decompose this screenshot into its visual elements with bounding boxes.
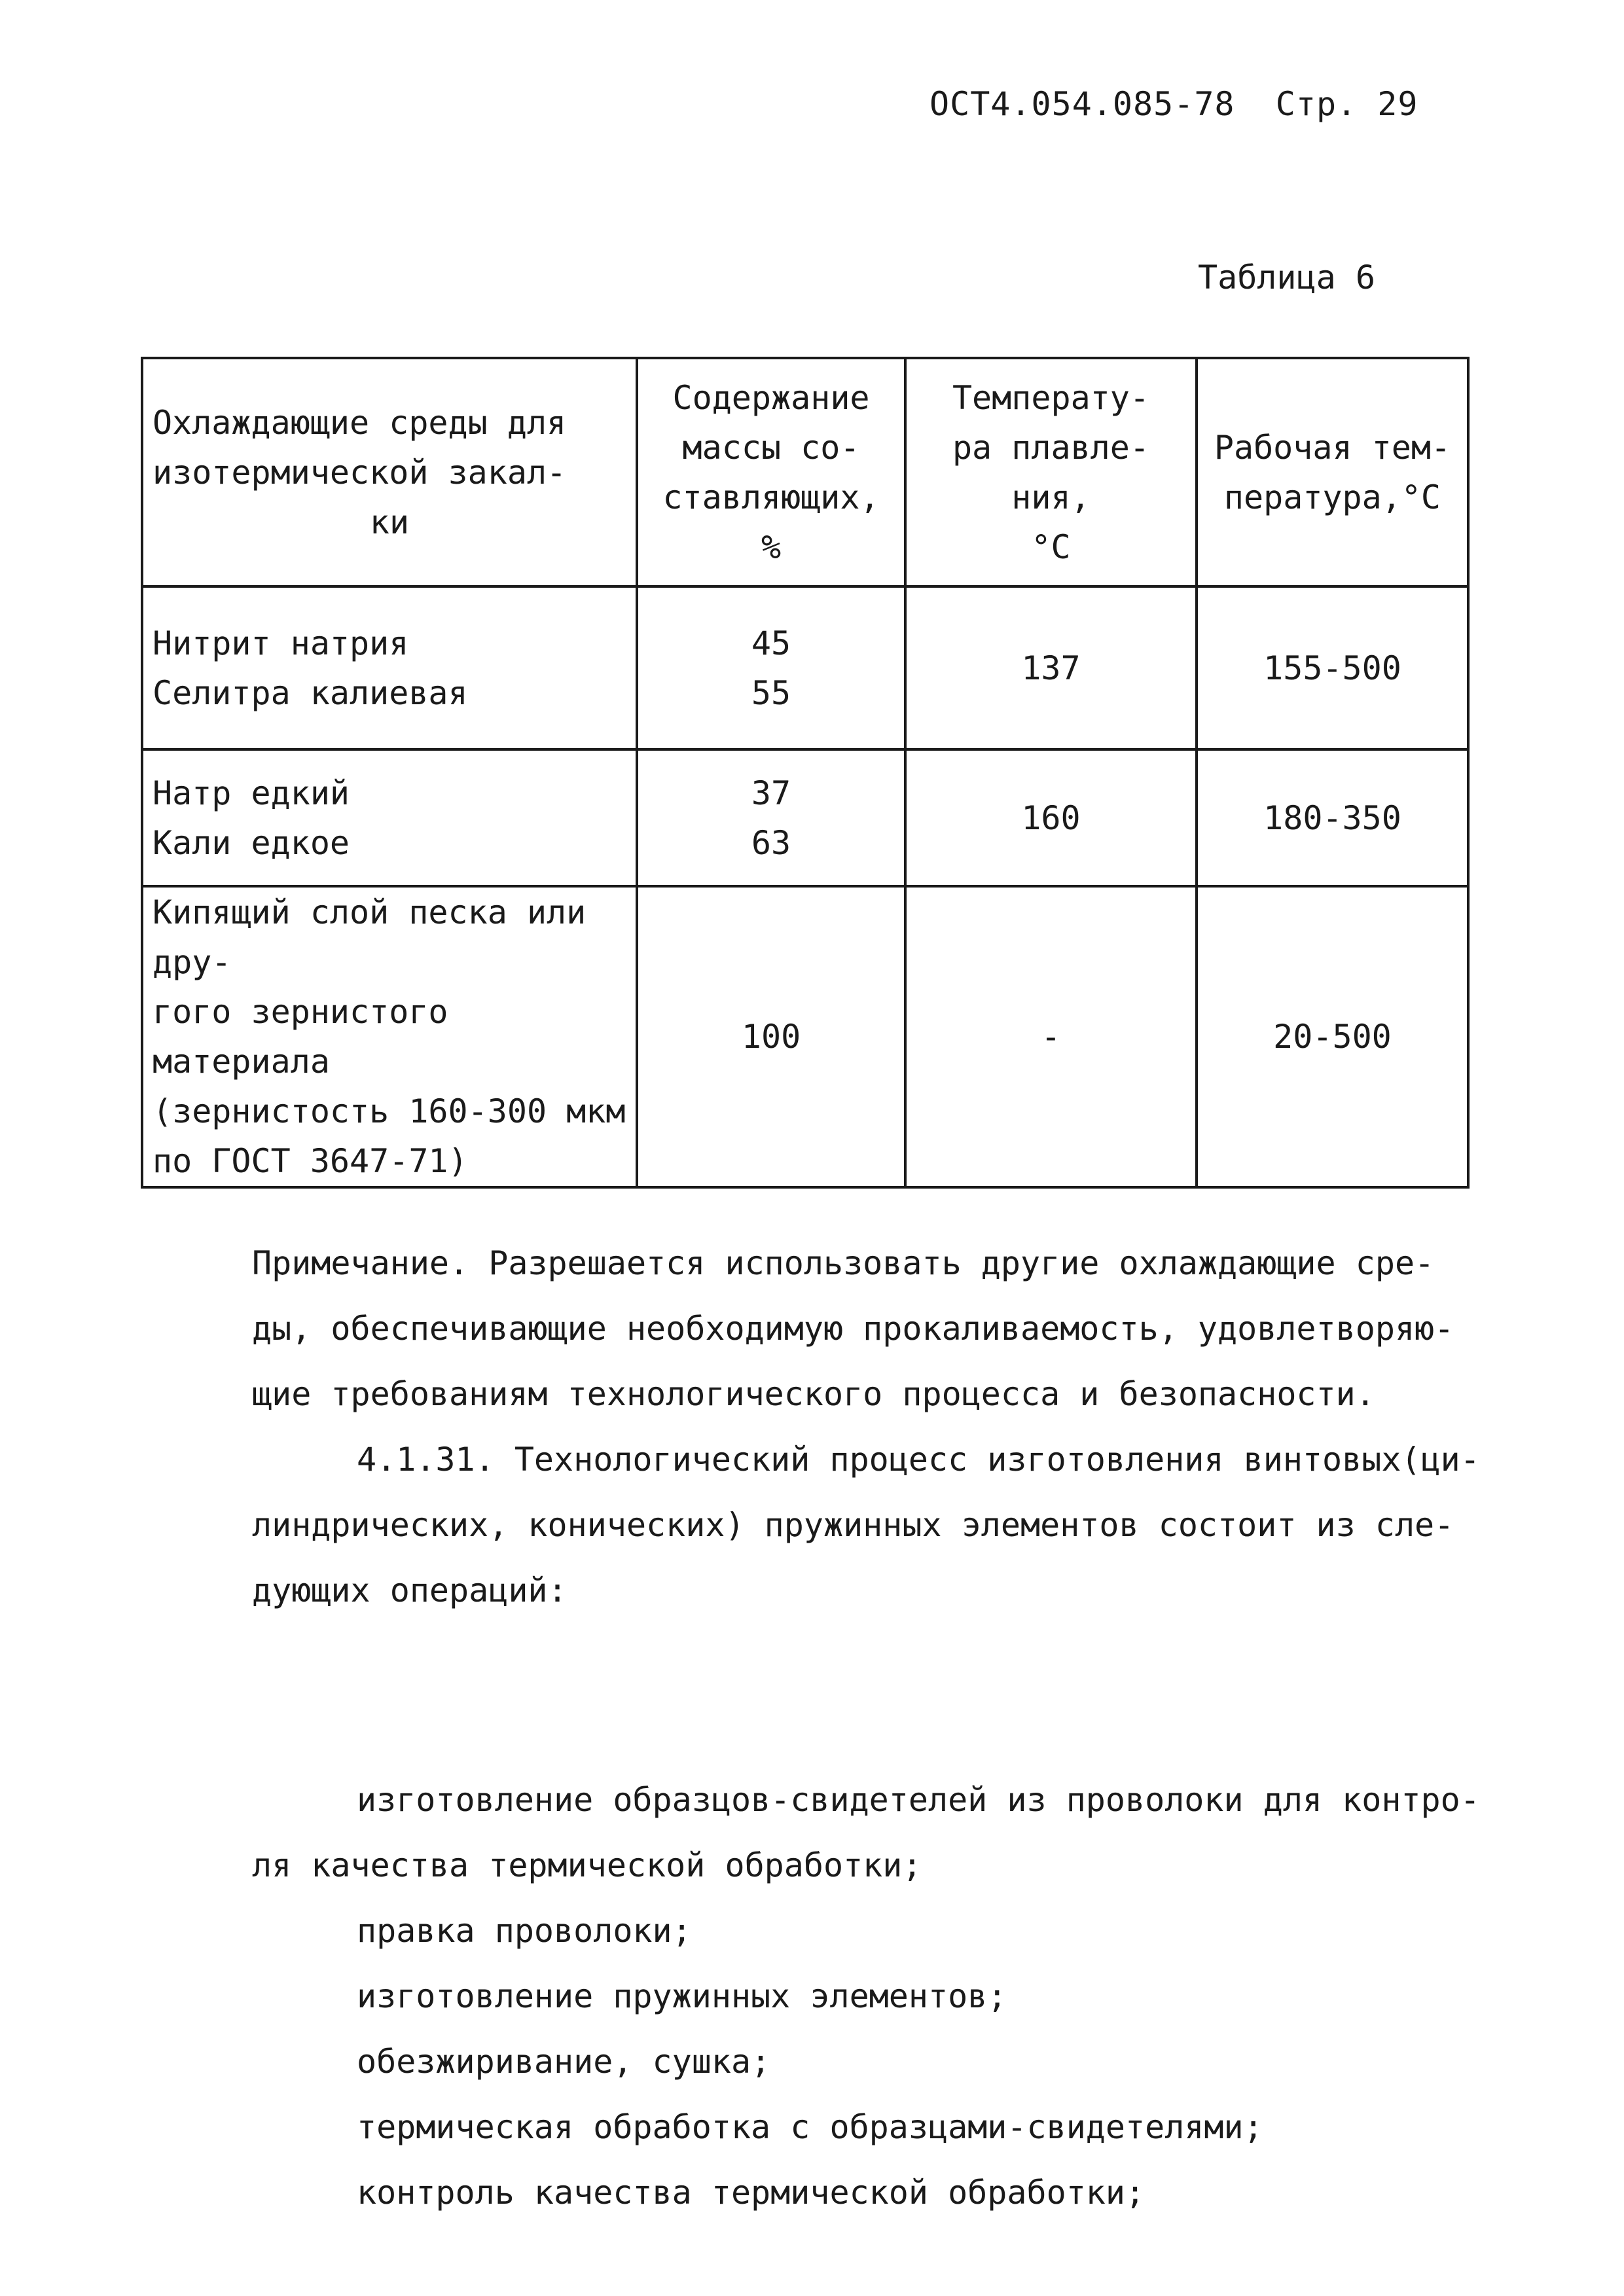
header-cell-media: Охлаждающие среды для изотермической закал- ки	[142, 358, 637, 586]
page-number: Стр. 29	[1275, 85, 1418, 123]
table-header-row	[142, 358, 1468, 586]
list-item: контроль качества термической обработки;	[357, 2174, 1146, 2212]
table-caption: Таблица 6	[1198, 259, 1375, 296]
header-cell-working: Рабочая тем- пература,°С	[1197, 358, 1468, 586]
section-paragraph: 4.1.31. Технологический процесс изготовления винтовых(ци- линдрических, конических) пружинных элементов состоит из сле- дующих операций:	[252, 1441, 1480, 1609]
table-row	[142, 886, 1468, 1187]
cooling-media-table	[141, 357, 1470, 1189]
header-cell-content: Содержание массы со- ставляющих, %	[637, 358, 905, 586]
list-item-continuation: ля качества термической обработки;	[252, 1846, 922, 1884]
table-row	[142, 749, 1468, 886]
list-item: правка проволоки;	[357, 1912, 692, 1950]
list-item: термическая обработка с образцами-свидетелями;	[357, 2108, 1263, 2146]
media-cell: Натр едкий Кали едкое	[142, 749, 637, 886]
media-cell: Нитрит натрия Селитра калиевая	[142, 586, 637, 749]
table-note: Примечание. Разрешается использовать другие охлаждающие сре- ды, обеспечивающие необходимую прокаливаемость, удовлетворяю- щие требованиям технологического процесса и безопасности.	[252, 1244, 1454, 1413]
table-row	[142, 586, 1468, 749]
working-cell: 155-500	[1197, 586, 1468, 749]
melting-cell: 160	[905, 749, 1197, 886]
media-cell: Кипящий слой песка или дру- гого зернистого материала (зернистость 160-300 мкм по ГОСТ 3647-71)	[142, 886, 637, 1187]
list-item: изготовление образцов-свидетелей из проволоки для контро-	[357, 1781, 1480, 1819]
working-cell: 180-350	[1197, 749, 1468, 886]
document-header	[929, 85, 1418, 123]
melting-cell: -	[905, 886, 1197, 1187]
working-cell: 20-500	[1197, 886, 1468, 1187]
list-item: изготовление пружинных элементов;	[357, 1977, 1007, 2015]
standard-code: ОСТ4.054.085-78	[929, 85, 1235, 123]
operations-list	[252, 1767, 1480, 2225]
content-cell: 100	[637, 886, 905, 1187]
content-cell: 37 63	[637, 749, 905, 886]
content-cell: 45 55	[637, 586, 905, 749]
melting-cell: 137	[905, 586, 1197, 749]
list-item: обезжиривание, сушка;	[357, 2043, 771, 2081]
header-cell-melting: Температу- ра плавле- ния, °С	[905, 358, 1197, 586]
